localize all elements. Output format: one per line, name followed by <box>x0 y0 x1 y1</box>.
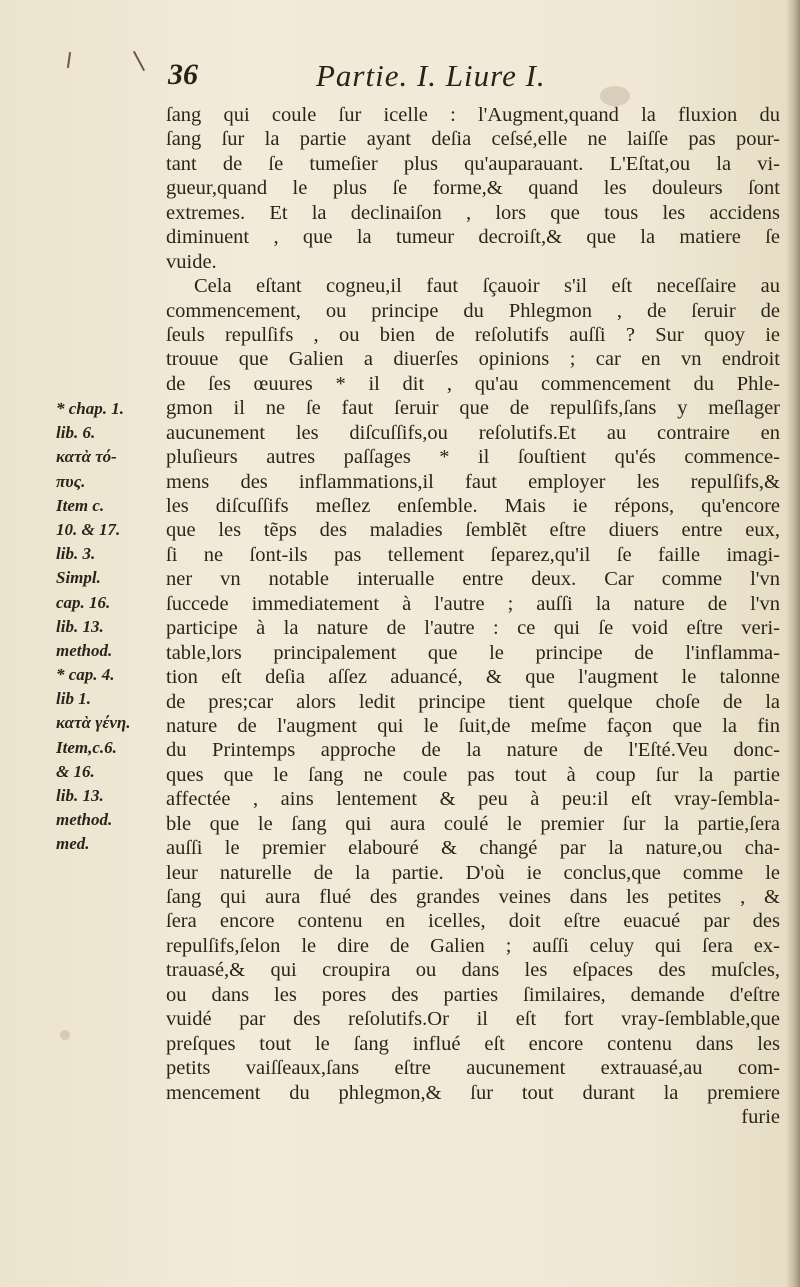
text-line: trouue que Galien a diuerſes opinions ; car en vn endroit <box>166 348 780 371</box>
margin-note: πυς. <box>56 471 86 491</box>
margin-note: κατὰ γένη. <box>56 713 131 733</box>
margin-note: method. <box>56 810 113 830</box>
margin-note: cap. 16. <box>56 592 111 612</box>
text-line: ques que le ſang ne coule pas tout à coup ſur la partie <box>166 763 780 786</box>
margin-note: Item,c.6. <box>56 737 117 757</box>
page-edge-shadow <box>786 0 800 1287</box>
text-line: aucunement les diſcuſſifs,ou reſolutifs.Et au contraire en <box>166 421 780 444</box>
ink-mark <box>133 51 145 71</box>
text-line: ſang qui coule ſur icelle : l'Augment,quand la fluxion du <box>166 104 780 126</box>
text-line: nature de l'augment qui le ſuit,de meſme façon que la fin <box>166 714 780 737</box>
text-line: du Printemps approche de la nature de l'Eſté.Veu donc- <box>166 739 780 762</box>
margin-note: κατὰ τό- <box>56 447 117 467</box>
text-line: vuidé par des reſolutifs.Or il eſt fort vray-ſemblable,que <box>166 1008 780 1031</box>
text-line: auſſi le premier elabouré & changé par la nature,ou cha- <box>166 837 780 860</box>
margin-note: * cap. 4. <box>56 665 115 685</box>
text-line: vuide. <box>166 250 217 273</box>
margin-note: 10. & 17. <box>56 519 121 539</box>
text-line: ou dans les pores des parties ſimilaires, demande d'eſtre <box>166 983 780 1006</box>
text-line: gueur,quand le plus ſe forme,& quand les douleurs ſont <box>166 177 780 200</box>
text-line: ner vn notable interualle entre deux. Car comme l'vn <box>166 568 780 591</box>
text-line: tant de ſe tumeſier plus qu'auparauant. L'Eſtat,ou la vi- <box>166 152 780 175</box>
text-line: repulſifs,ſelon le dire de Galien ; auſſi celuy qui ſera ex- <box>166 934 780 957</box>
text-line: de ſes œuures * il dit , qu'au commencement du Phle- <box>166 372 780 395</box>
text-line: de pres;car alors ledit principe tient quelque choſe de la <box>166 690 780 713</box>
text-line: pluſieurs autres paſſages * il ſouſtient qu'és commence- <box>166 446 780 469</box>
text-line: participe à la nature de l'autre : ce qui ſe void eſtre veri- <box>166 617 780 640</box>
margin-note: lib. 3. <box>56 544 96 564</box>
text-line: ſang ſur la partie ayant deſia ceſsé,elle ne laiſſe pas pour- <box>166 128 780 151</box>
text-line: table,lors principalement que le principe de l'inflamma- <box>166 641 780 664</box>
margin-note: Item c. <box>56 495 105 515</box>
text-line: petits vaiſſeaux,ſans eſtre aucunement extrauasé,au com- <box>166 1057 780 1080</box>
text-line: ſang qui aura flué des grandes veines dans les petites , & <box>166 886 780 908</box>
main-text-column <box>166 103 780 1129</box>
text-line: commencement, ou principe du Phlegmon , de ſeruir de <box>166 299 780 322</box>
catchword: furie <box>741 1105 780 1128</box>
margin-note: lib. 6. <box>56 423 96 443</box>
text-line: les diſcuſſifs meſlez enſemble. Mais ie répons, qu'encore <box>166 495 780 517</box>
text-line: mencement du phlegmon,& ſur tout durant la premiere <box>166 1081 780 1104</box>
margin-note: lib. 13. <box>56 616 104 636</box>
page-number: 36 <box>168 58 198 91</box>
margin-note: lib 1. <box>56 689 91 709</box>
margin-notes <box>56 397 166 857</box>
text-line: gmon il ne ſe faut ſeruir que de repulſifs,ſans y meſlager <box>166 397 780 420</box>
text-line: ſera encore contenu en icelles, doit eſtre euacué par des <box>166 910 780 933</box>
text-line: tion eſt deſia aſſez aduancé, & que l'augment le talonne <box>166 666 780 689</box>
page-header <box>168 58 618 98</box>
text-line: ble que le ſang qui aura coulé le premier ſur la partie,ſera <box>166 812 780 835</box>
text-line: Cela eſtant cogneu,il faut ſçauoir s'il eſt neceſſaire au <box>194 275 780 298</box>
margin-note: med. <box>56 834 90 854</box>
margin-note: & 16. <box>56 761 95 781</box>
ink-mark <box>67 52 71 68</box>
text-line: ſuccede immediatement à l'autre ; auſſi la nature de l'vn <box>166 592 780 615</box>
text-line: diminuent , que la tumeur decroiſt,& que la matiere ſe <box>166 226 780 249</box>
text-line: mens des inflammations,il faut employer les repulſifs,& <box>166 470 780 493</box>
margin-note: method. <box>56 640 113 660</box>
margin-note: * chap. 1. <box>56 399 124 418</box>
text-line: extremes. Et la declinaiſon , lors que tous les accidens <box>166 201 780 224</box>
text-line: ſi ne ſont-ils pas tellement ſeparez,qu'il ſe faille imagi- <box>166 543 780 566</box>
margin-note: Simpl. <box>56 568 101 588</box>
text-line: leur naturelle de la partie. D'où ie conclus,que comme le <box>166 861 780 884</box>
text-line: trauasé,& qui croupira ou dans les eſpaces des muſcles, <box>166 959 780 982</box>
margin-note: lib. 13. <box>56 786 104 805</box>
foxing-spot <box>60 1030 70 1040</box>
text-line: que les tẽps des maladies ſemblẽt eſtre diuers entre eux, <box>166 519 780 542</box>
running-head: Partie. I. Liure I. <box>316 58 546 93</box>
text-line: ſeuls repulſifs , ou bien de reſolutifs auſſi ? Sur quoy ie <box>166 323 780 346</box>
text-line: preſques tout le ſang influé eſt encore contenu dans les <box>166 1032 780 1055</box>
text-line: affectée , ains lentement & peu à peu:il eſt vray-ſembla- <box>166 788 780 811</box>
